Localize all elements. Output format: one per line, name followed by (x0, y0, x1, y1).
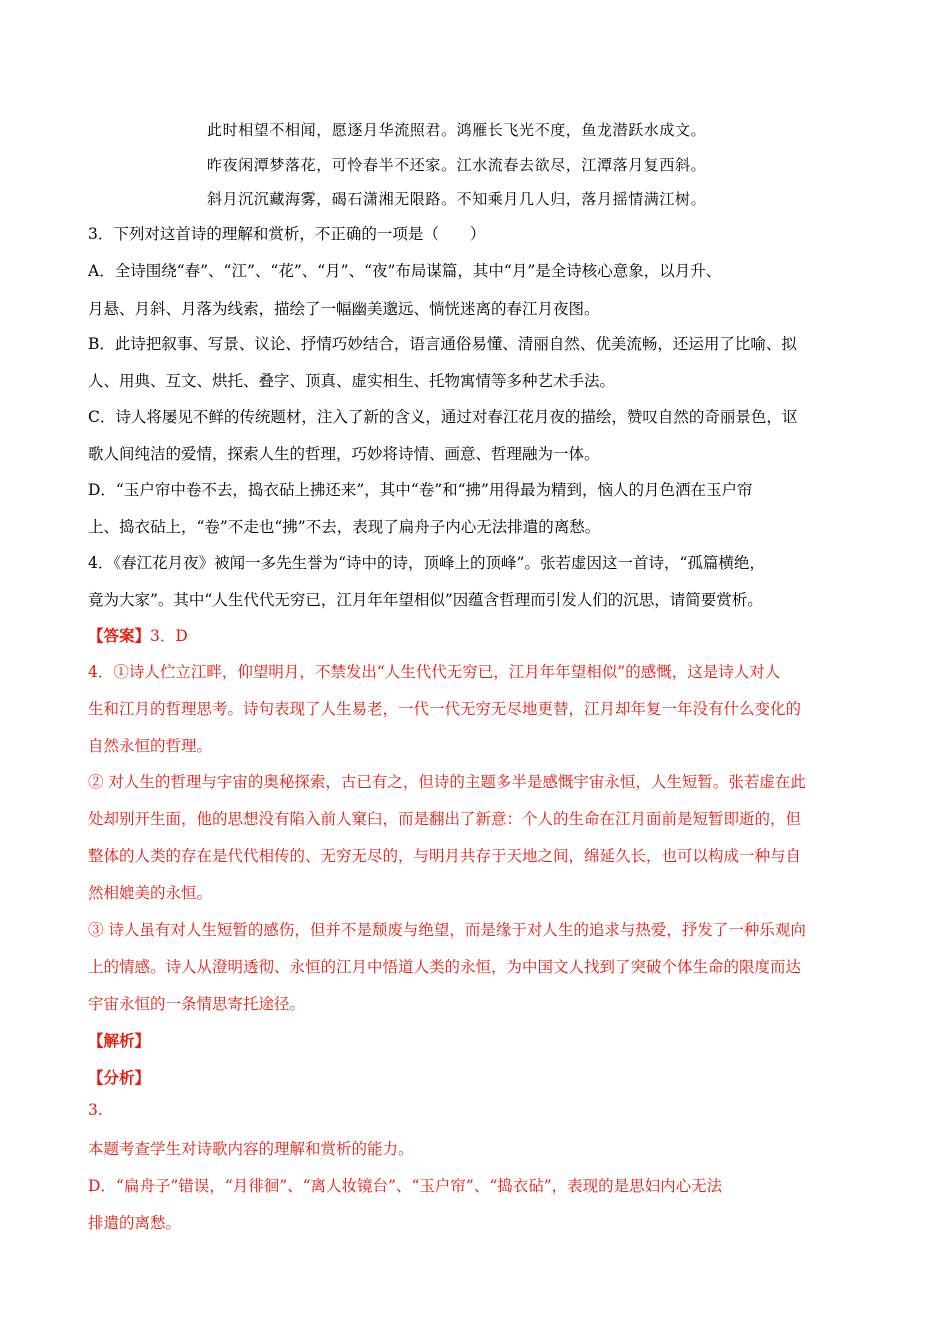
answer-4-p3-line2: 上的情感。诗人从澄明透彻、永恒的江月中悟道人类的永恒，为中国文人找到了突破个体生命的限度而达 (88, 958, 802, 976)
answer-4-p1-line3: 自然永恒的哲理。 (88, 737, 213, 755)
question-4-line2: 竟为大家”。其中“人生代代无穷已，江月年年望相似”因蕴含哲理而引发人们的沉思，请简要赏析。 (88, 591, 763, 609)
question-3-stem: 3．下列对这首诗的理解和赏析，不正确的一项是（ ） (88, 225, 486, 243)
question-4-line1: 4．《春江花月夜》被闻一多先生誉为“诗中的诗，顶峰上的顶峰”。张若虚因这一首诗，“孤篇横绝， (88, 554, 765, 572)
poem-line: 昨夜闲潭梦落花，可怜春半不还家。江水流春去欲尽，江潭落月复西斜。 (207, 156, 707, 174)
option-d-line1: D．“玉户帘中卷不去，捣衣砧上拂还来”，其中“卷”和“拂”用得最为精到，恼人的月色洒在玉户帘 (88, 481, 753, 499)
answer-tag: 【答案】 (88, 626, 151, 645)
answer-3: 3．D (150, 627, 188, 645)
option-a-line2: 月悬、月斜、月落为线索，描绘了一幅幽美邈远、惝恍迷离的春江月夜图。 (88, 300, 600, 318)
answer-4-p3-line3: 宇宙永恒的一条情思寄托途径。 (88, 995, 306, 1013)
analysis-d-line1: D．“扁舟子”错误，“月徘徊”、“离人妆镜台”、“玉户帘”、“捣衣砧”，表现的是思妇内心无法 (88, 1177, 723, 1195)
answer-4-p1-line1: 4．①诗人伫立江畔，仰望明月，不禁发出“人生代代无穷已，江月年年望相似”的感慨，这是诗人对人 (88, 663, 781, 681)
answer-4-p2-line2: 处却别开生面，他的思想没有陷入前人窠臼，而是翻出了新意：个人的生命在江月面前是短暂即逝的，但 (88, 810, 802, 828)
analysis-d-line2: 排遣的离愁。 (88, 1214, 182, 1232)
option-d-line2: 上、捣衣砧上，“卷”不走也“拂”不去，表现了扁舟子内心无法排遣的离愁。 (88, 518, 601, 536)
poem-line: 此时相望不相闻，愿逐月华流照君。鸿雁长飞光不度，鱼龙潜跃水成文。 (207, 121, 707, 139)
poem-line: 斜月沉沉藏海雾，碣石潇湘无限路。不知乘月几人归，落月摇情满江树。 (207, 190, 707, 208)
analysis-sub-tag: 【分析】 (88, 1068, 151, 1087)
analysis-description: 本题考查学生对诗歌内容的理解和赏析的能力。 (88, 1140, 414, 1158)
option-c-line2: 歌人间纯洁的爱情，探索人生的哲理，巧妙将诗情、画意、哲理融为一体。 (88, 445, 600, 463)
option-b-line1: B．此诗把叙事、写景、议论、抒情巧妙结合，语言通俗易懂、清丽自然、优美流畅，还运用了比喻、拟 (88, 335, 797, 353)
option-b-line2: 人、用典、互文、烘托、叠字、顶真、虚实相生、托物寓情等多种艺术手法。 (88, 372, 616, 390)
analysis-number: 3. (88, 1101, 103, 1119)
option-a-line1: A．全诗围绕“春”、“江”、“花”、“月”、“夜”布局谋篇，其中“月”是全诗核心意象，以月升、 (88, 262, 722, 280)
answer-4-p2-line1: ② 对人生的哲理与宇宙的奥秘探索，古已有之，但诗的主题多半是感慨宇宙永恒，人生短暂。张若虚在此 (88, 773, 806, 791)
answer-4-p1-line2: 生和江月的哲理思考。诗句表现了人生易老，一代一代无穷无尽地更替，江月却年复一年没有什么变化的 (88, 700, 802, 718)
analysis-tag: 【解析】 (88, 1031, 151, 1050)
answer-4-p2-line4: 然相媲美的永恒。 (88, 884, 213, 902)
answer-4-p2-line3: 整体的人类的存在是代代相传的、无穷无尽的，与明月共存于天地之间，绵延久长，也可以构成一种与自 (88, 847, 802, 865)
answer-4-p3-line1: ③ 诗人虽有对人生短暂的感伤，但并不是颓废与绝望，而是缘于对人生的追求与热爱，抒发了一种乐观向 (88, 921, 806, 939)
answer-heading (88, 624, 188, 646)
option-c-line1: C．诗人将屡见不鲜的传统题材，注入了新的含义，通过对春江花月夜的描绘，赞叹自然的奇丽景色，讴 (88, 408, 798, 426)
